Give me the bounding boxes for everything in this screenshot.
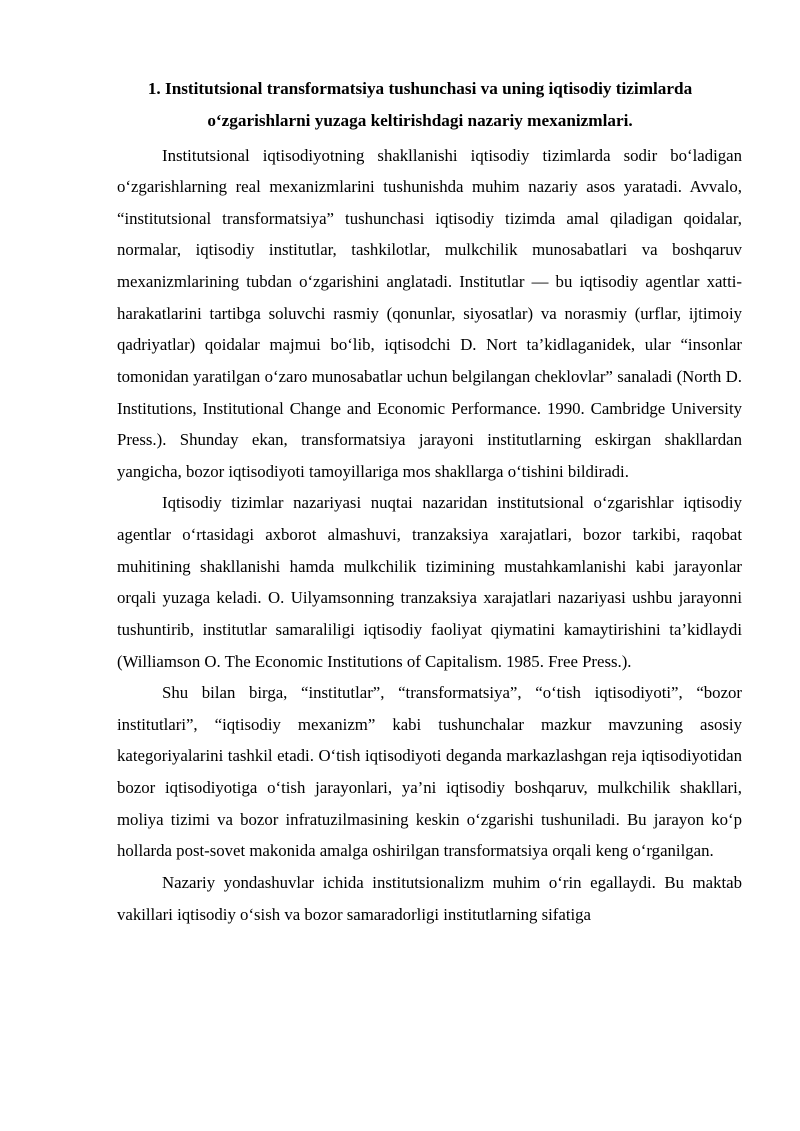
document-body — [117, 140, 742, 931]
paragraph-institutional-economics: Institutsional iqtisodiyotning shakllanishi iqtisodiy tizimlarda sodir bo‘ladigan o‘zgarishlarning real mexanizmlarini tushunishda muhim nazariy asos yaratadi. Avvalo, “institutsional transformatsiya” tushunchasi iqtisodiy tizimda amal qiladigan qoidalar, normalar, iqtisodiy institutlar, tashkilotlar, mulkchilik munosabatlari va boshqaruv mexanizmlarining tubdan o‘zgarishini anglatadi. Institutlar — bu iqtisodiy agentlar xatti-harakatlarini tartibga soluvchi rasmiy (qonunlar, siyosatlar) va norasmiy (urflar, ijtimoiy qadriyatlar) qoidalar majmui bo‘lib, iqtisodchi D. Nort ta’kidlaganidek, ular “insonlar tomonidan yaratilgan o‘zaro munosabatlar uchun belgilangan cheklovlar” sanaladi (North D. Institutions, Institutional Change and Economic Performance. 1990. Cambridge University Press.). Shunday ekan, transformatsiya jarayoni institutlarning eskirgan shakllardan yangicha, bozor iqtisodiyoti tamoyillariga mos shakllarga o‘tishini bildiradi. — [117, 145, 742, 481]
paragraph-economic-systems-theory: Iqtisodiy tizimlar nazariyasi nuqtai nazaridan institutsional o‘zgarishlar iqtisodiy agentlar o‘rtasidagi axborot almashuvi, tranzaksiya xarajatlari, bozor tarkibi, raqobat muhitining shakllanishi hamda mulkchilik tizimining mustahkamlanishi kabi jarayonlar orqali yuzaga keladi. O. Uilyamsonning tranzaksiya xarajatlari nazariyasi ushbu jarayonni tushuntirib, institutlar samaraliligi iqtisodiy faoliyat qiymatini kamaytirishini ta’kidlaydi (Williamson O. The Economic Institutions of Capitalism. 1985. Free Press.). — [117, 493, 742, 671]
paragraph-key-categories: Shu bilan birga, “institutlar”, “transformatsiya”, “o‘tish iqtisodiyoti”, “bozor institutlari”, “iqtisodiy mexanizm” kabi tushunchalar mazkur mavzuning asosiy kategoriyalarini tashkil etadi. O‘tish iqtisodiyoti deganda markazlashgan reja iqtisodiyotidan bozor iqtisodiyotiga o‘tish jarayonlari, ya’ni iqtisodiy boshqaruv, mulkchilik shakllari, moliya tizimi va bozor infratuzilmasining keskin o‘zgarishi tushuniladi. Bu jarayon ko‘p hollarda post-sovet makonida amalga oshirilgan transformatsiya orqali keng o‘rganilgan. — [117, 683, 742, 861]
section-title: 1. Institutsional transformatsiya tushunchasi va uning iqtisodiy tizimlarda o‘zgarishlarni yuzaga keltirishdagi nazariy mexanizmlari. — [147, 79, 693, 130]
paragraph-theoretical-approaches: Nazariy yondashuvlar ichida institutsionalizm muhim o‘rin egallaydi. Bu maktab vakillari iqtisodiy o‘sish va bozor samaradorligi institutlarning sifatiga — [117, 872, 742, 924]
